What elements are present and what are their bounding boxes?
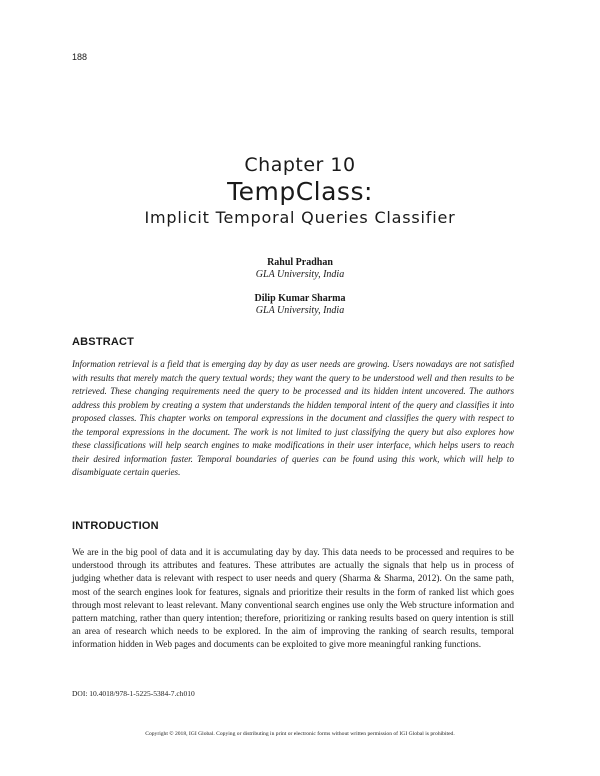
author-block <box>0 257 600 281</box>
author-name: Rahul Pradhan <box>267 257 333 268</box>
copyright-notice: Copyright © 2018, IGI Global. Copying or distributing in print or electronic forms without written permission of IGI Global is prohibited. <box>145 731 455 737</box>
author-block <box>0 293 600 317</box>
author-affiliation: GLA University, India <box>255 269 345 280</box>
abstract-heading: ABSTRACT <box>72 336 135 348</box>
chapter-title: TempClass: <box>227 177 373 206</box>
chapter-label: Chapter 10 <box>244 154 356 176</box>
author-affiliation: GLA University, India <box>255 305 345 316</box>
page-number: 188 <box>72 52 88 62</box>
abstract-text: Information retrieval is a field that is emerging day by day as user needs are growing. Users nowadays are not satisfied with results that merely match the query textual words; they want the query to be understood well and then results to be retrieved. These changing requirements need the query to be processed and its hidden intent uncovered. The authors address this problem by creating a system that understands the hidden temporal intent of the query and classifies it into proposed classes. This chapter works on temporal expressions in the document and classifies the query with respect to the temporal expressions in the document. The work is not limited to just classifying the query but also explores how these classifications will help search engines to make modifications in their user interface, which helps users to reach their desired information faster. Temporal boundaries of queries can be found using this work, which will help to disambiguate certain queries. <box>72 359 514 477</box>
chapter-subtitle: Implicit Temporal Queries Classifier <box>144 208 456 227</box>
introduction-text: We are in the big pool of data and it is accumulating day by day. This data needs to be processed and requires to be understood through its attributes and features. These attributes are actually the signals that help us in process of judging whether data is relevant with respect to user needs and query (Sharma & Sharma, 2012). On the same path, most of the search engines look for features, signals and prioritize their results in the form of ranked list which goes through most relevant to least relevant. Many conventional search engines use only the Web structure information and pattern matching, rather than query intention; therefore, prioritizing or ranking results based on query intention is still an area of research which needs to be explored. In the aim of improving the ranking of search results, temporal information hidden in Web pages and documents can be exploited to give more meaningful ranking functions. <box>72 548 514 651</box>
author-name: Dilip Kumar Sharma <box>254 293 346 304</box>
introduction-heading: INTRODUCTION <box>72 520 159 532</box>
doi: DOI: 10.4018/978-1-5225-5384-7.ch010 <box>72 689 195 698</box>
